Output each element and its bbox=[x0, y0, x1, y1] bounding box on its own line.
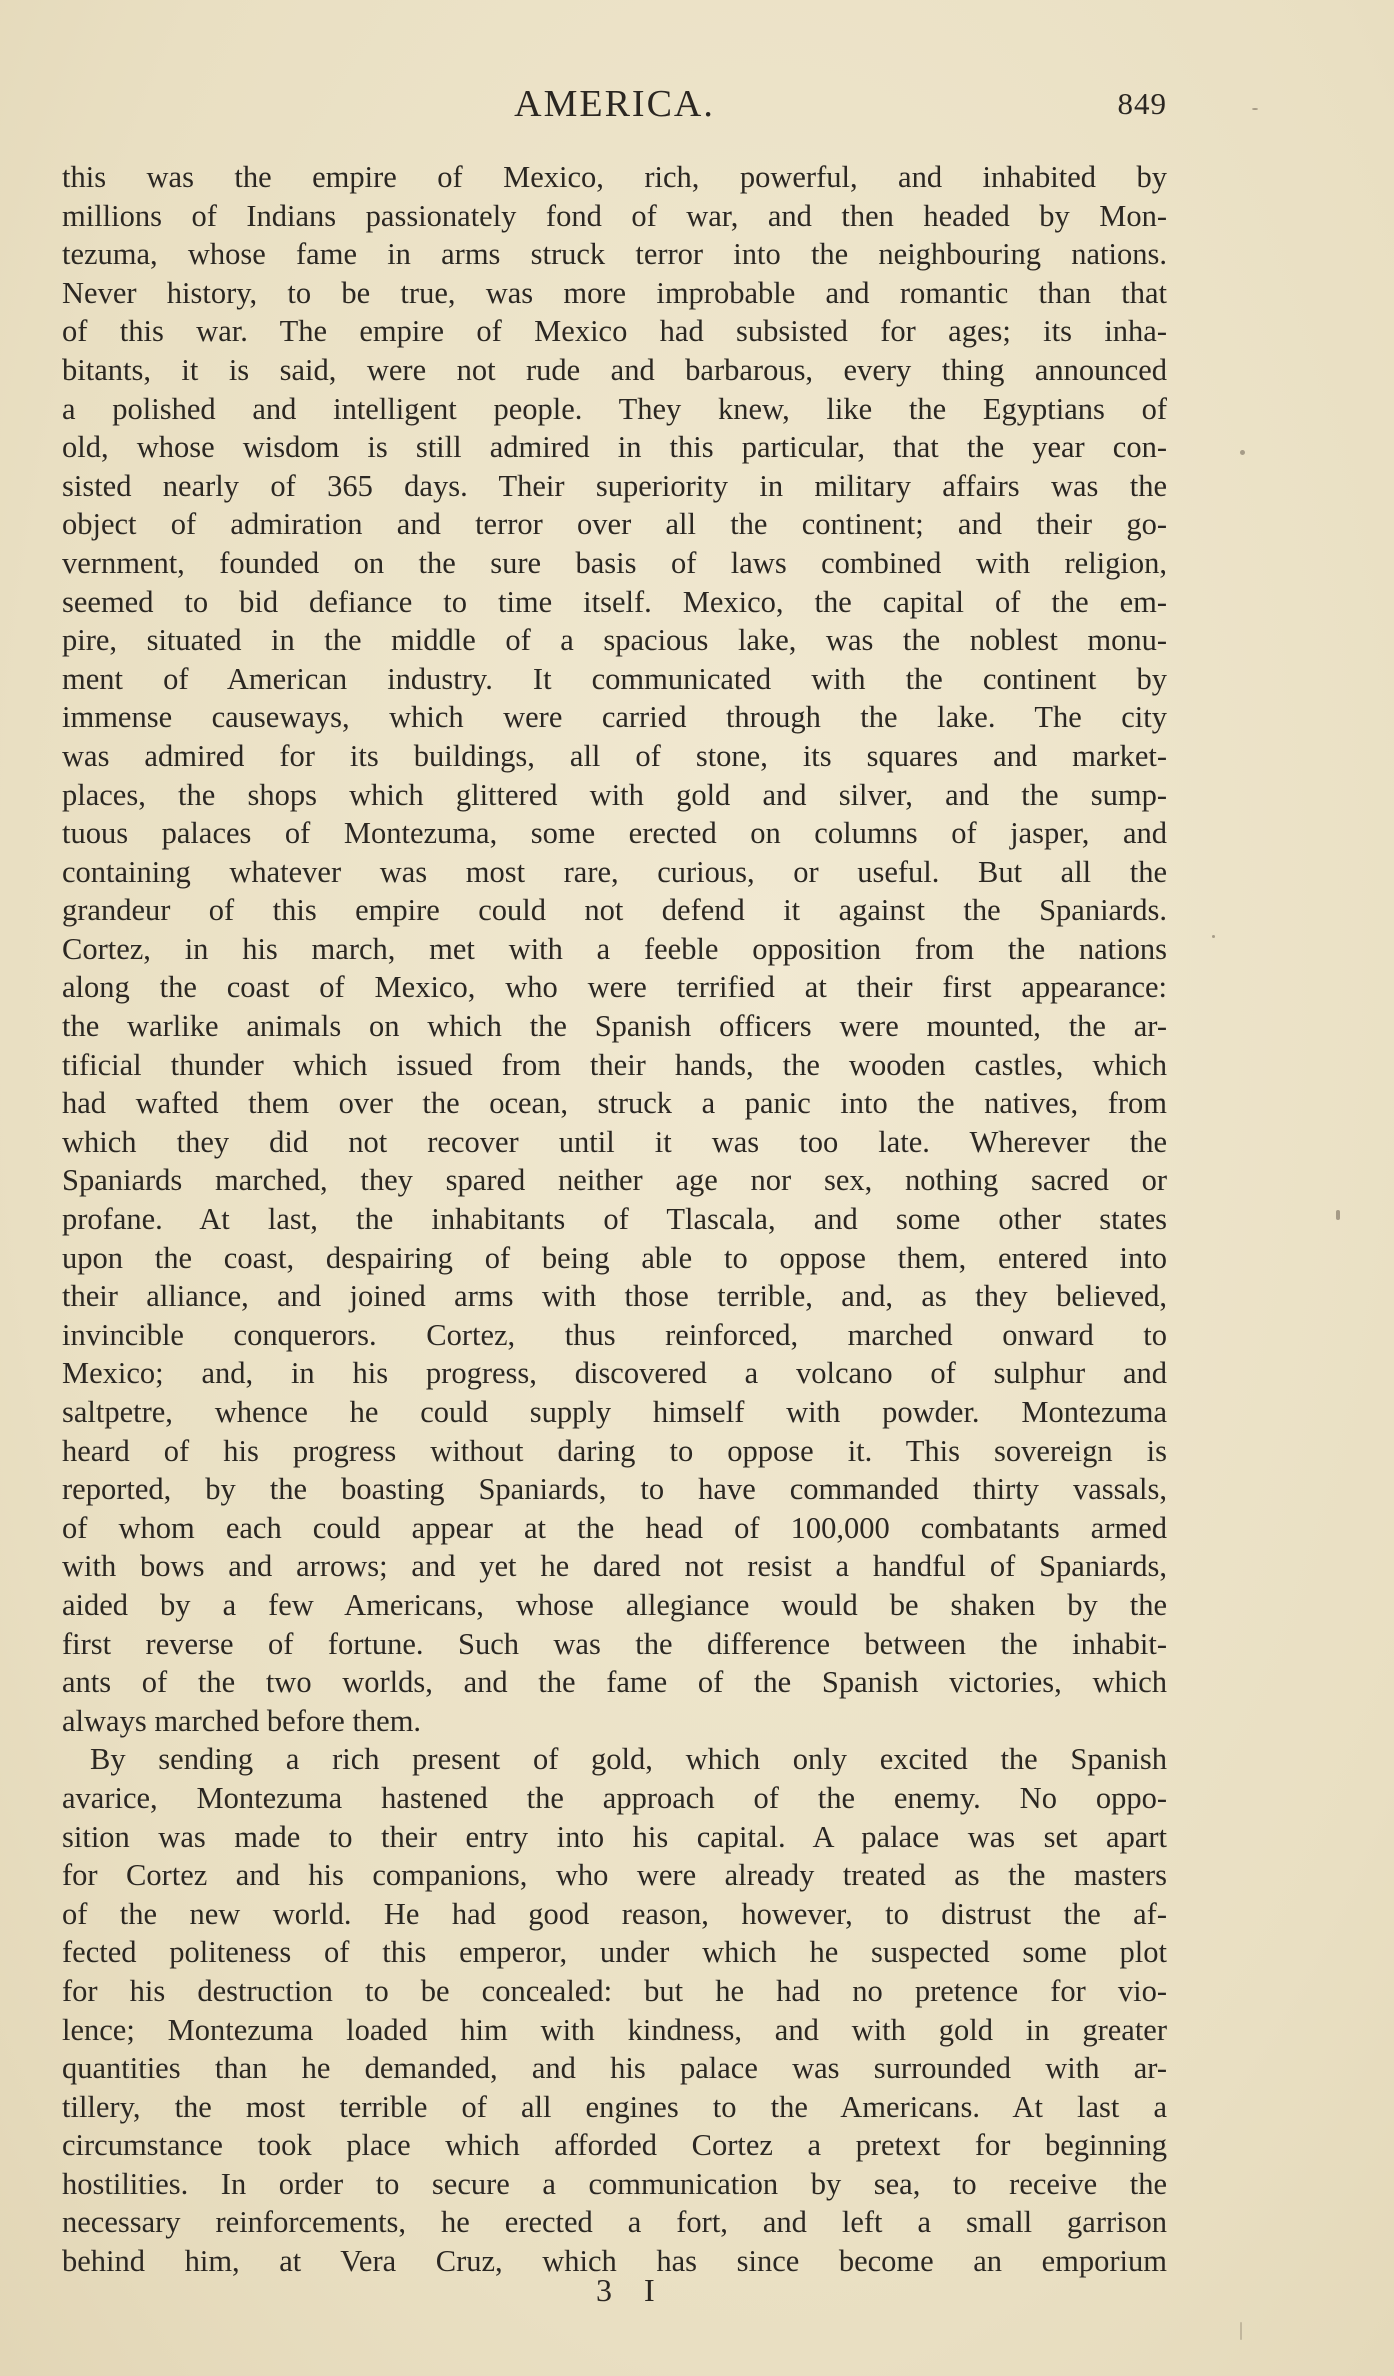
body-text bbox=[62, 158, 1167, 2281]
paper-speck bbox=[1336, 1210, 1340, 1220]
text-line: millions of Indians passionately fond of war, and then headed by Mon- bbox=[62, 198, 1167, 233]
text-line: tificial thunder which issued from their hands, the wooden castles, which bbox=[62, 1047, 1167, 1082]
text-line: saltpetre, whence he could supply himself with powder. Montezuma bbox=[62, 1395, 1167, 1429]
text-line: of this war. The empire of Mexico had subsisted for ages; its inha- bbox=[62, 314, 1167, 349]
text-line: pire, situated in the middle of a spacious lake, was the noblest monu- bbox=[62, 623, 1167, 658]
text-line: containing whatever was most rare, curious, or useful. But all the bbox=[62, 854, 1167, 889]
text-line: tezuma, whose fame in arms struck terror into the neighbouring nations. bbox=[62, 237, 1167, 272]
text-line: circumstance took place which afforded Cortez a pretext for beginning bbox=[62, 2128, 1167, 2163]
running-head bbox=[62, 82, 1167, 132]
text-line: upon the coast, despairing of being able to oppose them, entered into bbox=[62, 1240, 1167, 1275]
text-line: tillery, the most terrible of all engines to the Americans. At last a bbox=[62, 2089, 1167, 2124]
text-line: the warlike animals on which the Spanish officers were mounted, the ar- bbox=[62, 1009, 1167, 1044]
text-line: immense causeways, which were carried through the lake. The city bbox=[62, 700, 1167, 735]
text-line: was admired for its buildings, all of stone, its squares and market- bbox=[62, 738, 1167, 773]
text-line: of whom each could appear at the head of 100,000 combatants armed bbox=[62, 1510, 1167, 1545]
text-line: ants of the two worlds, and the fame of the Spanish victories, which bbox=[62, 1665, 1167, 1700]
signature-mark: 3 I bbox=[596, 2272, 667, 2308]
text-line: invincible conquerors. Cortez, thus reinforced, marched onward to bbox=[62, 1317, 1167, 1352]
text-line: profane. At last, the inhabitants of Tlascala, and some other states bbox=[62, 1202, 1167, 1237]
text-line: tuous palaces of Montezuma, some erected on columns of jasper, and bbox=[62, 816, 1167, 851]
text-line: sisted nearly of 365 days. Their superiority in military affairs was the bbox=[62, 468, 1167, 503]
page-title: AMERICA. bbox=[514, 83, 715, 125]
text-line: seemed to bid defiance to time itself. Mexico, the capital of the em- bbox=[62, 584, 1167, 619]
text-line: this was the empire of Mexico, rich, powerful, and inhabited by bbox=[62, 160, 1167, 194]
text-line: hostilities. In order to secure a communication by sea, to receive the bbox=[62, 2166, 1167, 2201]
text-line: ment of American industry. It communicated with the continent by bbox=[62, 661, 1167, 696]
text-line: first reverse of fortune. Such was the difference between the inhabit- bbox=[62, 1626, 1167, 1661]
text-line: of the new world. He had good reason, however, to distrust the af- bbox=[62, 1896, 1167, 1931]
text-line: along the coast of Mexico, who were terrified at their first appearance: bbox=[62, 970, 1167, 1005]
text-line: for Cortez and his companions, who were already treated as the masters bbox=[62, 1858, 1167, 1893]
text-line: grandeur of this empire could not defend it against the Spaniards. bbox=[62, 893, 1167, 928]
text-line: behind him, at Vera Cruz, which has since become an emporium bbox=[62, 2244, 1167, 2279]
paper-speck bbox=[1240, 2322, 1242, 2340]
text-line: had wafted them over the ocean, struck a panic into the natives, from bbox=[62, 1086, 1167, 1121]
text-line: aided by a few Americans, whose allegiance would be shaken by the bbox=[62, 1587, 1167, 1622]
text-line: heard of his progress without daring to oppose it. This sovereign is bbox=[62, 1433, 1167, 1468]
text-line: reported, by the boasting Spaniards, to have commanded thirty vassals, bbox=[62, 1472, 1167, 1507]
text-line: for his destruction to be concealed: but he had no pretence for vio- bbox=[62, 1973, 1167, 2008]
text-line: Never history, to be true, was more improbable and romantic than that bbox=[62, 275, 1167, 310]
paper-speck bbox=[1252, 108, 1258, 110]
text-line: bitants, it is said, were not rude and barbarous, every thing announced bbox=[62, 352, 1167, 387]
paper-speck bbox=[1212, 935, 1215, 938]
text-line: sition was made to their entry into his capital. A palace was set apart bbox=[62, 1819, 1167, 1854]
text-line: lence; Montezuma loaded him with kindness, and with gold in greater bbox=[62, 2012, 1167, 2047]
text-line: Mexico; and, in his progress, discovered a volcano of sulphur and bbox=[62, 1356, 1167, 1391]
text-line: Cortez, in his march, met with a feeble opposition from the nations bbox=[62, 931, 1167, 966]
page-number: 849 bbox=[1117, 86, 1167, 121]
text-line: vernment, founded on the sure basis of laws combined with religion, bbox=[62, 545, 1167, 580]
text-line: By sending a rich present of gold, which only excited the Spanish bbox=[90, 1742, 1167, 1777]
text-line: object of admiration and terror over all the continent; and their go- bbox=[62, 507, 1167, 542]
text-line: Spaniards marched, they spared neither age nor sex, nothing sacred or bbox=[62, 1163, 1167, 1198]
text-line: with bows and arrows; and yet he dared not resist a handful of Spaniards, bbox=[62, 1549, 1167, 1584]
text-line: a polished and intelligent people. They knew, like the Egyptians of bbox=[62, 391, 1167, 426]
text-line: quantities than he demanded, and his palace was surrounded with ar- bbox=[62, 2051, 1167, 2086]
text-line: avarice, Montezuma hastened the approach of the enemy. No oppo- bbox=[62, 1780, 1167, 1815]
paper-speck bbox=[1240, 450, 1245, 455]
text-line: which they did not recover until it was too late. Wherever the bbox=[62, 1124, 1167, 1159]
text-line: always marched before them. bbox=[62, 1703, 422, 1738]
text-line: places, the shops which glittered with gold and silver, and the sump- bbox=[62, 777, 1167, 812]
text-line: necessary reinforcements, he erected a fort, and left a small garrison bbox=[62, 2205, 1167, 2240]
text-line: their alliance, and joined arms with those terrible, and, as they believed, bbox=[62, 1279, 1167, 1314]
text-line: fected politeness of this emperor, under which he suspected some plot bbox=[62, 1935, 1167, 1970]
text-line: old, whose wisdom is still admired in this particular, that the year con- bbox=[62, 430, 1167, 465]
